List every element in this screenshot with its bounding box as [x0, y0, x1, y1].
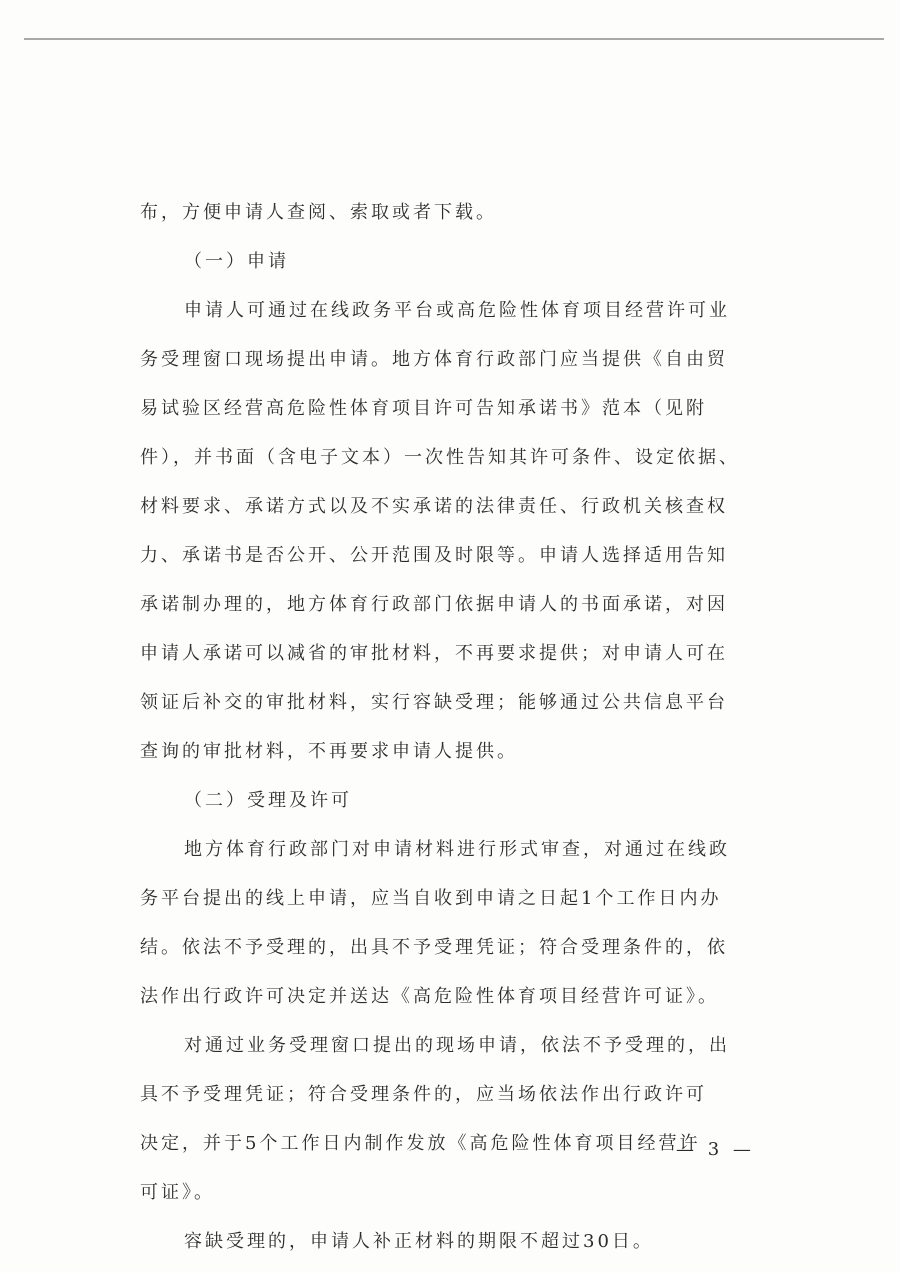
text-line: 领证后补交的审批材料，实行容缺受理；能够通过公共信息平台: [140, 692, 728, 713]
text-line: 申请人可通过在线政务平台或高危险性体育项目经营许可业: [184, 300, 730, 321]
text-line: 件），并书面（含电子文本）一次性告知其许可条件、设定依据、: [140, 447, 740, 468]
section-heading-acceptance: （二）受理及许可: [184, 790, 352, 811]
page-number: — 3 —: [676, 1139, 755, 1160]
text-line: 可证》。: [140, 1182, 215, 1203]
text-line: 务受理窗口现场提出申请。地方体育行政部门应当提供《自由贸: [140, 349, 728, 370]
text-line: 决定，并于5个工作日内制作发放《高危险性体育项目经营许: [140, 1133, 701, 1154]
body-text: [140, 195, 780, 1272]
text-line: 承诺制办理的，地方体育行政部门依据申请人的书面承诺，对因: [140, 594, 728, 615]
text-line: 地方体育行政部门对申请材料进行形式审查，对通过在线政: [184, 839, 730, 860]
text-line: 易试验区经营高危险性体育项目许可告知承诺书》范本（见附: [140, 398, 707, 419]
text-line: 查询的审批材料，不再要求申请人提供。: [140, 741, 518, 762]
text-line: 申请人承诺可以减省的审批材料，不再要求提供；对申请人可在: [140, 643, 728, 664]
text-line: 容缺受理的，申请人补正材料的期限不超过30日。: [184, 1231, 654, 1252]
text-line: 力、承诺书是否公开、公开范围及时限等。申请人选择适用告知: [140, 545, 728, 566]
text-line: 具不予受理凭证；符合受理条件的，应当场依法作出行政许可: [140, 1084, 707, 1105]
text-line: 布，方便申请人查阅、索取或者下载。: [140, 202, 497, 223]
section-heading-application: （一）申请: [184, 251, 289, 272]
text-line: 务平台提出的线上申请，应当自收到申请之日起1个工作日内办: [140, 888, 722, 909]
text-line: 结。依法不予受理的，出具不予受理凭证；符合受理条件的，依: [140, 937, 728, 958]
text-line: 法作出行政许可决定并送达《高危险性体育项目经营许可证》。: [140, 986, 719, 1007]
header-rule: [24, 38, 884, 40]
text-line: 材料要求、承诺方式以及不实承诺的法律责任、行政机关核查权: [140, 496, 728, 517]
text-line: 对通过业务受理窗口提出的现场申请，依法不予受理的，出: [184, 1035, 730, 1056]
